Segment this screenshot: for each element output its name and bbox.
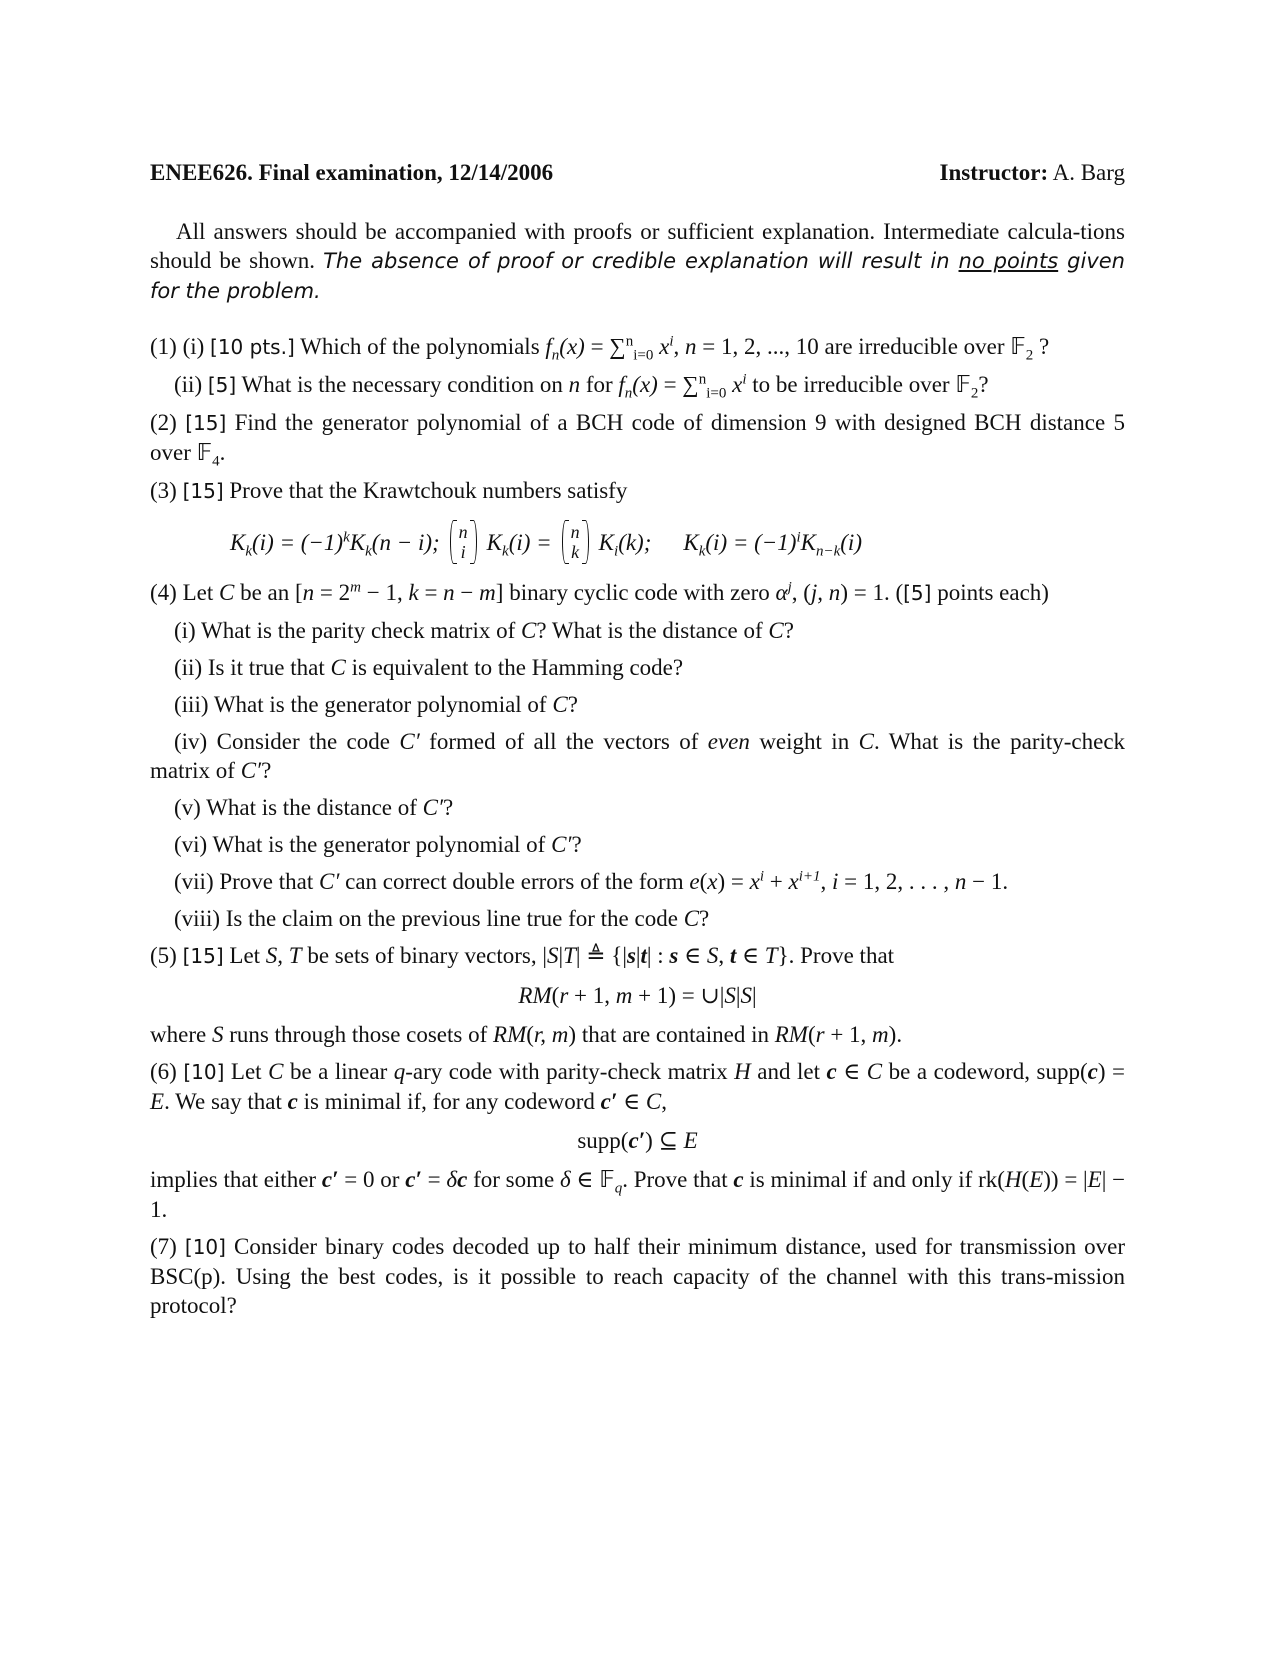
problem-4-vii: (vii) Prove that C′ can correct double errors of the form $e(x) = x^i + x^{i+1}$, i = 1, 2, . . . , n − 1. [174,868,1009,894]
instructor: Instructor: A. Barg [939,160,1125,185]
problem-5: (5) [15] Let S, T be sets of binary vectors, |S|T| ≜ {|s|t| : s ∈ S, t ∈ T}. Prove that [150,943,895,968]
problem-1-i: (1) (i) [10 pts.] Which of the polynomials $f_n(x) = \sum^n_{i=0}$ $x^i$, n = 1, 2, ..., 10 are irreducible over 𝔽$_2$ ? [150,333,1050,364]
problem-4-iv: (iv) Consider the code C′ formed of all the vectors of even weight in C. What is the parity-check matrix of C′? [150,729,1126,783]
krawtchouk-identities: $K_k(i) = (-1)^kK_k(n - i)$; n i $K_k(i)$ = n k $K_i(k)$; $K_k(i) = (-1)^iK_{n-k}(i)$ [230,522,862,562]
rm-identity: RM(r + 1, m + 1) = ∪|S|S| [518,983,757,1008]
problem-1-ii: (ii) [5] What is the necessary condition on n for $f_n(x) = \sum^n_{i=0}$ $x^i$ to be irreducible over 𝔽$_2$? [174,371,989,402]
problem-6-cont: implies that either c′ = 0 or c′ = δc for some δ ∈ 𝔽$_q$. Prove that c is minimal if and only if rk(H(E)) = |E| − 1. [150,1167,1126,1222]
exam-page [150,158,1125,1320]
problem-4: (4) Let C be an [$n = 2^m - 1$, k = n − m] binary cyclic code with zero $\alpha^j$, (j, n) = 1. ([5] points each) [150,579,1049,605]
problem-4-v: (v) What is the distance of C′? [174,795,454,820]
problem-5-cont: where S runs through those cosets of RM(r, m) that are contained in RM(r + 1, m). [150,1022,903,1047]
problem-6: (6) [10] Let C be a linear q-ary code with parity-check matrix H and let c ∈ C be a codeword, supp(c) = E. We say that c is minimal if, for any codeword c′ ∈ C, [150,1059,1126,1114]
problem-4-i: (i) What is the parity check matrix of C? What is the distance of C? [174,618,794,643]
problem-2: (2) [15] Find the generator polynomial of a BCH code of dimension 9 with designed BCH distance 5 over 𝔽$_4$. [150,410,1126,470]
instructions: All answers should be accompanied with proofs or sufficient explanation. Intermediate calcula-tions should be shown. The absence of proof or credible explanation will result in no points given for the problem. [150,219,1125,303]
exam-header [150,158,1125,187]
problem-4-vi: (vi) What is the generator polynomial of C′? [174,832,582,857]
problem-3: (3) [15] Prove that the Krawtchouk numbers satisfy [150,478,628,503]
course-title: ENEE626. Final examination, 12/14/2006 [150,160,554,185]
problem-4-iii: (iii) What is the generator polynomial of C? [174,692,578,717]
problem-4-viii: (viii) Is the claim on the previous line true for the code C? [174,906,710,931]
problem-7: (7) [10] Consider binary codes decoded up to half their minimum distance, used for transmission over BSC(p). Using the best codes, is it possible to reach capacity of the channel with this trans-mission protocol? [150,1234,1126,1318]
problem-4-ii: (ii) Is it true that C is equivalent to the Hamming code? [174,655,684,680]
support-condition: supp(c′) ⊆ E [577,1128,698,1153]
